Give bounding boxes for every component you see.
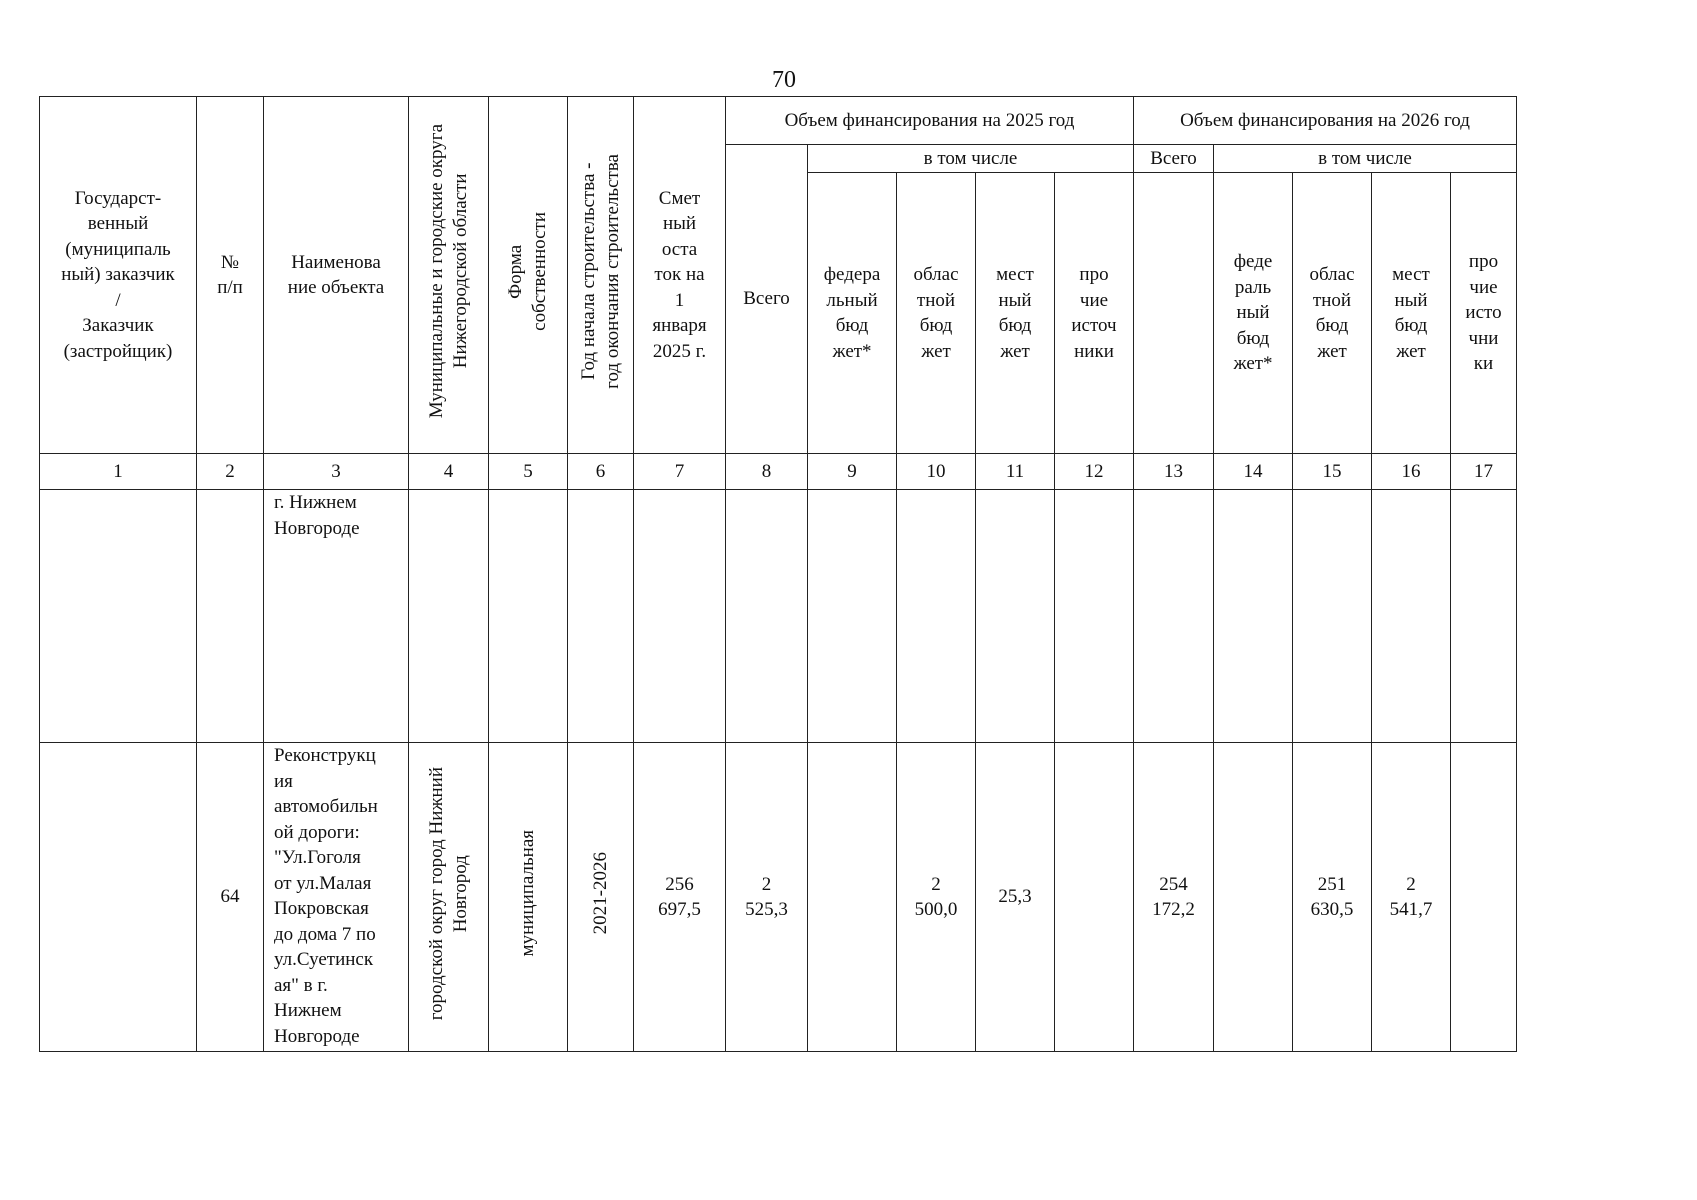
header-including-2025: в том числе xyxy=(808,145,1134,173)
header-estimate: Смет ный оста ток на 1 января 2025 г. xyxy=(634,97,726,454)
cell-years: 2021-2026 xyxy=(568,743,634,1052)
header-number: № п/п xyxy=(197,97,264,454)
header-federal-2025: федера льный бюд жет* xyxy=(808,173,897,454)
column-number: 14 xyxy=(1214,454,1293,490)
header-total-2026-blank xyxy=(1134,173,1214,454)
cell-number xyxy=(197,490,264,743)
cell-object-name: г. Нижнем Новгороде xyxy=(264,490,409,743)
header-municipality: Муниципальные и городские округа Нижегородской области xyxy=(409,97,489,454)
header-federal-2026: феде раль ный бюд жет* xyxy=(1214,173,1293,454)
page-number: 70 xyxy=(772,67,796,93)
column-number: 9 xyxy=(808,454,897,490)
column-number-row xyxy=(40,454,1517,490)
cell-other-2025 xyxy=(1055,490,1134,743)
cell-local-2025 xyxy=(976,490,1055,743)
cell-total-2025 xyxy=(726,490,808,743)
cell-ownership: муниципальная xyxy=(489,743,568,1052)
cell-local-2025: 25,3 xyxy=(976,743,1055,1052)
header-local-2025: мест ный бюд жет xyxy=(976,173,1055,454)
cell-municipality: городской округ город Нижний Новгород xyxy=(409,743,489,1052)
cell-years xyxy=(568,490,634,743)
cell-total-2025: 2 525,3 xyxy=(726,743,808,1052)
header-total-2026: Всего xyxy=(1134,145,1214,173)
cell-municipality xyxy=(409,490,489,743)
header-total-2025: Всего xyxy=(726,145,808,454)
header-other-2026: про чие исто чни ки xyxy=(1451,173,1517,454)
cell-total-2026: 254 172,2 xyxy=(1134,743,1214,1052)
cell-customer xyxy=(40,743,197,1052)
cell-local-2026: 2 541,7 xyxy=(1372,743,1451,1052)
header-object-name: Наименова ние объекта xyxy=(264,97,409,454)
cell-number: 64 xyxy=(197,743,264,1052)
cell-regional-2025: 2 500,0 xyxy=(897,743,976,1052)
column-number: 13 xyxy=(1134,454,1214,490)
column-number: 6 xyxy=(568,454,634,490)
cell-total-2026 xyxy=(1134,490,1214,743)
cell-customer xyxy=(40,490,197,743)
cell-federal-2025 xyxy=(808,490,897,743)
header-regional-2026: облас тной бюд жет xyxy=(1293,173,1372,454)
column-number: 12 xyxy=(1055,454,1134,490)
header-other-2025: про чие источ ники xyxy=(1055,173,1134,454)
header-regional-2025: облас тной бюд жет xyxy=(897,173,976,454)
header-local-2026: мест ный бюд жет xyxy=(1372,173,1451,454)
column-number: 17 xyxy=(1451,454,1517,490)
financing-table xyxy=(39,96,1517,1052)
header-customer: Государст- венный (муниципаль ный) заказчик / Заказчик (застройщик) xyxy=(40,97,197,454)
cell-federal-2026 xyxy=(1214,743,1293,1052)
column-number: 5 xyxy=(489,454,568,490)
cell-other-2025 xyxy=(1055,743,1134,1052)
column-number: 15 xyxy=(1293,454,1372,490)
column-number: 8 xyxy=(726,454,808,490)
cell-local-2026 xyxy=(1372,490,1451,743)
column-number: 10 xyxy=(897,454,976,490)
cell-ownership xyxy=(489,490,568,743)
column-number: 7 xyxy=(634,454,726,490)
column-number: 11 xyxy=(976,454,1055,490)
header-ownership: Форма собственности xyxy=(489,97,568,454)
cell-federal-2026 xyxy=(1214,490,1293,743)
cell-other-2026 xyxy=(1451,743,1517,1052)
table-row xyxy=(40,490,1517,743)
table-row xyxy=(40,743,1517,1052)
column-number: 1 xyxy=(40,454,197,490)
column-number: 3 xyxy=(264,454,409,490)
cell-estimate xyxy=(634,490,726,743)
header-financing-2026: Объем финансирования на 2026 год xyxy=(1134,97,1517,145)
header-years: Год начала строительства - год окончания строительства xyxy=(568,97,634,454)
column-number: 4 xyxy=(409,454,489,490)
cell-federal-2025 xyxy=(808,743,897,1052)
cell-other-2026 xyxy=(1451,490,1517,743)
cell-regional-2026: 251 630,5 xyxy=(1293,743,1372,1052)
column-number: 2 xyxy=(197,454,264,490)
column-number: 16 xyxy=(1372,454,1451,490)
cell-object-name: Реконструкц ия автомобильн ой дороги: "Ул.Гоголя от ул.Малая Покровская до дома 7 по ул.Суетинск ая" в г. Нижнем Новгороде xyxy=(264,743,409,1052)
header-financing-2025: Объем финансирования на 2025 год xyxy=(726,97,1134,145)
header-including-2026: в том числе xyxy=(1214,145,1517,173)
cell-regional-2026 xyxy=(1293,490,1372,743)
cell-regional-2025 xyxy=(897,490,976,743)
cell-estimate: 256 697,5 xyxy=(634,743,726,1052)
